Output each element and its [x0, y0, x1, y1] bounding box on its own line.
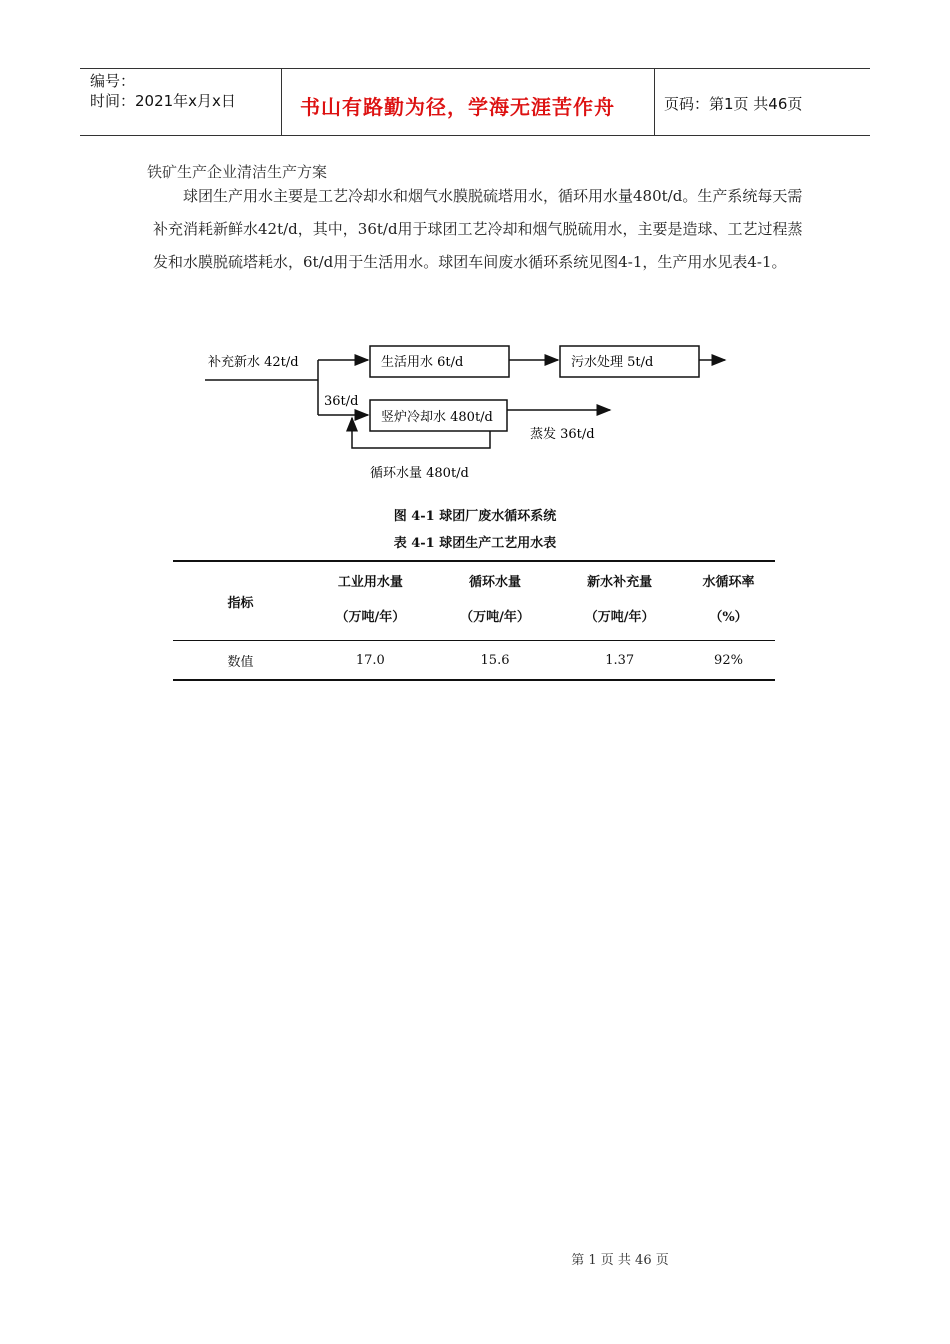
number-label: 编号： [90, 72, 136, 90]
col-recycle: 循环水量 [469, 575, 522, 590]
header-divider-left [281, 68, 282, 136]
input-label: 补充新水 42t/d [208, 355, 299, 370]
value-fresh: 1.37 [605, 652, 635, 668]
doc-title: 铁矿生产企业清洁生产方案 [147, 163, 328, 181]
branch-label: 36t/d [324, 394, 359, 409]
table-row [173, 641, 775, 681]
cooling-label: 竖炉冷却水 480t/d [381, 410, 493, 425]
header-bottom-border [80, 135, 870, 136]
page-footer: 第 1 页 共 46 页 [571, 1253, 669, 1268]
unit-rate: （%） [709, 609, 748, 625]
value-label: 数值 [227, 654, 254, 670]
time-label: 时间：2021年x月x日 [90, 92, 236, 110]
recycle-label: 循环水量 480t/d [370, 466, 469, 481]
flow-diagram [0, 330, 950, 490]
row-header-label: 指标 [227, 595, 254, 611]
motto: 书山有路勤为径，学海无涯苦作舟 [300, 95, 615, 119]
col-industrial: 工业用水量 [337, 575, 403, 590]
col-fresh: 新水补充量 [587, 575, 653, 590]
water-usage-table [173, 560, 775, 681]
unit-recycle: （万吨/年） [460, 609, 530, 625]
unit-fresh: （万吨/年） [584, 609, 655, 625]
col-rate: 水循环率 [702, 575, 755, 590]
unit-industrial: （万吨/年） [335, 609, 406, 625]
header-divider-right [654, 68, 655, 136]
paragraph-text: 球团生产用水主要是工艺冷却水和烟气水膜脱硫塔用水，循环用水量480t/d。生产系统每天需补充消耗新鲜水42t/d，其中，36t/d用于球团工艺冷却和烟气脱硫用水，主要是造球、工艺过程蒸发和水膜脱硫塔耗水，6t/d用于生活用水。球团车间废水循环系统见图4-1，生产用水见表4-1。 [153, 187, 803, 271]
header-top-border [80, 68, 870, 69]
sewage-label: 污水处理 5t/d [571, 355, 654, 370]
table-header-row [173, 561, 775, 590]
value-recycle: 15.6 [480, 652, 510, 668]
value-rate: 92% [714, 652, 743, 668]
body-paragraph [153, 180, 803, 279]
value-industrial: 17.0 [355, 652, 385, 668]
page-info: 页码：第1页 共46页 [664, 95, 803, 113]
figure-caption: 图 4-1 球团厂废水循环系统 [393, 509, 557, 524]
table-caption: 表 4-1 球团生产工艺用水表 [393, 536, 557, 551]
living-label: 生活用水 6t/d [381, 355, 464, 370]
evaporation-label: 蒸发 36t/d [530, 427, 595, 442]
